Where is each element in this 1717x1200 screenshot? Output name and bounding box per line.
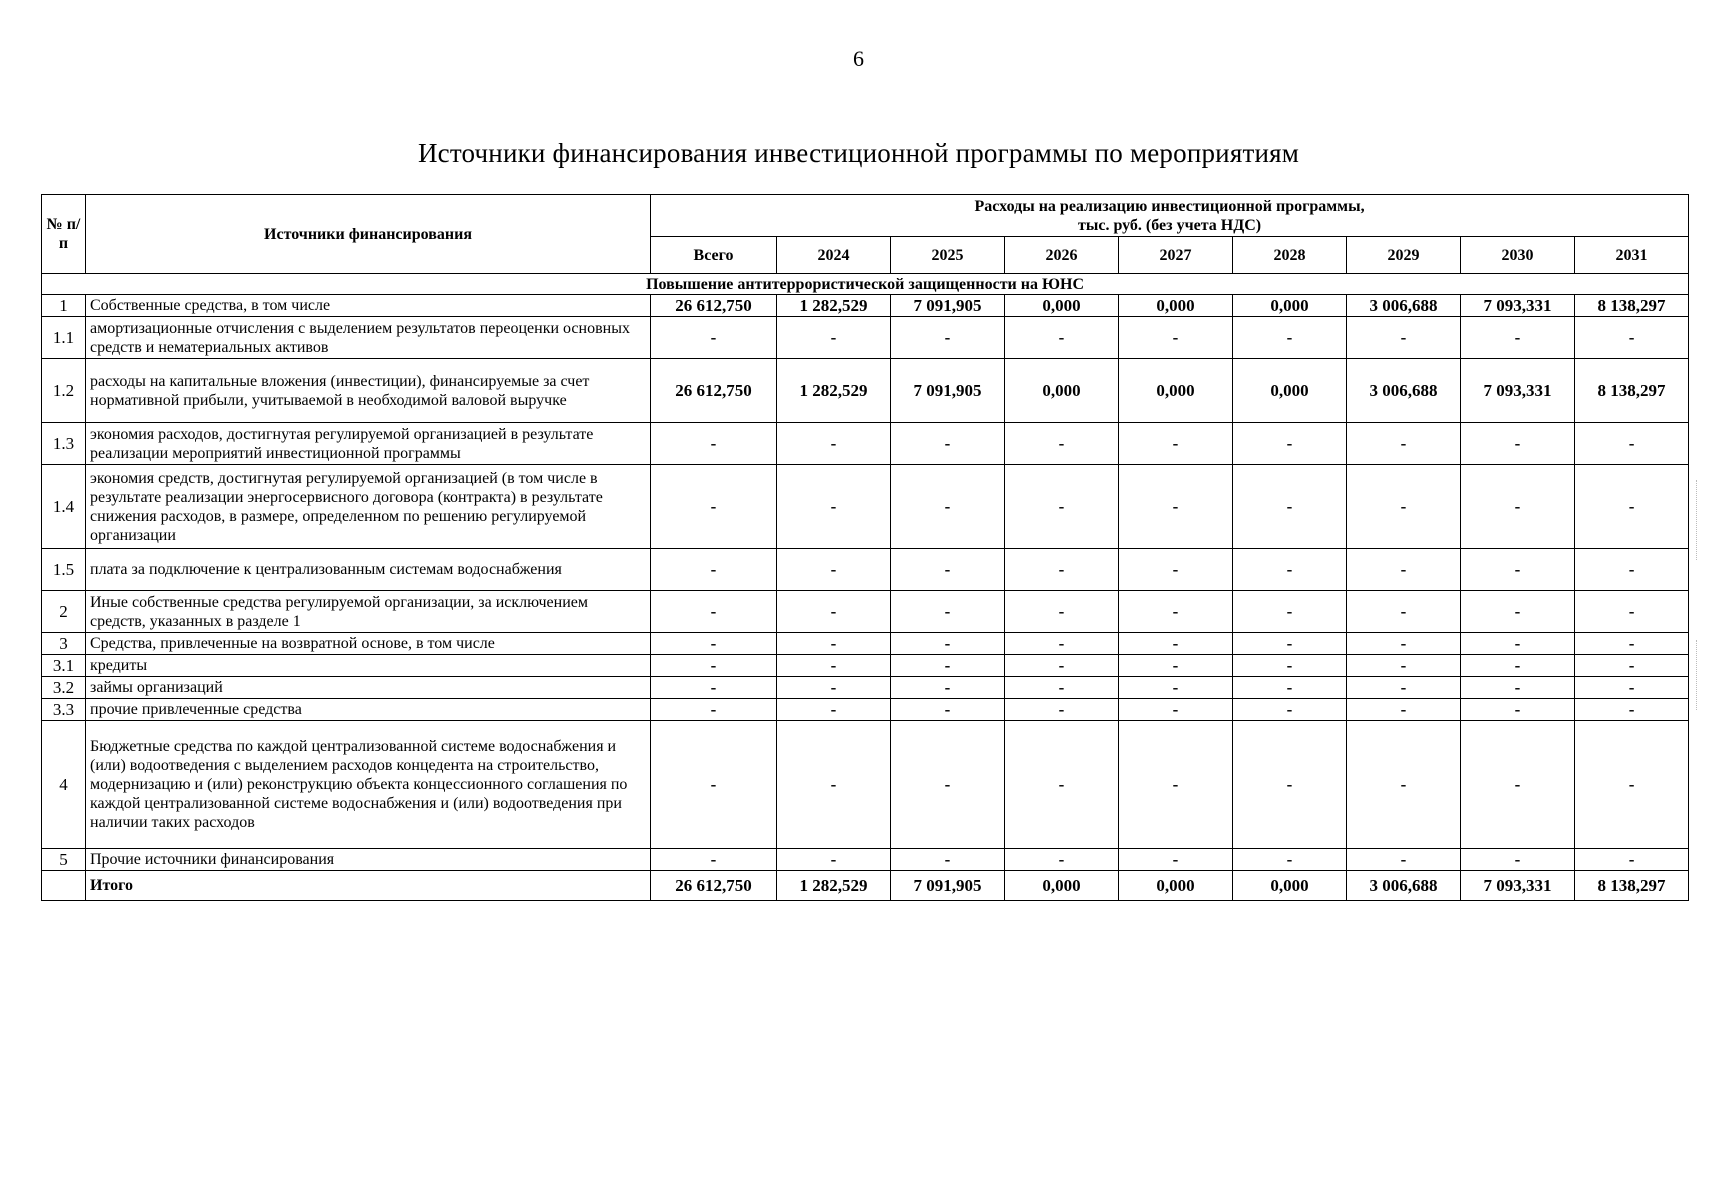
row-value-2031: - [1575, 699, 1689, 721]
row-value-2031: - [1575, 549, 1689, 591]
row-value-2030: - [1461, 677, 1575, 699]
row-value-2031: - [1575, 465, 1689, 549]
table-row [42, 655, 1689, 677]
table-row [42, 849, 1689, 871]
expenses-header-line1: Расходы на реализацию инвестиционной программы, [974, 197, 1365, 215]
row-value-2031: 8 138,297 [1575, 359, 1689, 423]
row-value-2027: - [1119, 699, 1233, 721]
row-value-2029: - [1347, 699, 1461, 721]
row-value-2027: - [1119, 655, 1233, 677]
year-header-2024: 2024 [777, 237, 891, 274]
row-value-Всего: 26 612,750 [651, 295, 777, 317]
row-value-2028: - [1233, 591, 1347, 633]
row-value-2026: 0,000 [1005, 295, 1119, 317]
row-value-2027: - [1119, 423, 1233, 465]
row-value-2027: 0,000 [1119, 871, 1233, 901]
row-value-Всего: - [651, 549, 777, 591]
row-value-Всего: 26 612,750 [651, 359, 777, 423]
row-value-2026: - [1005, 699, 1119, 721]
row-value-2030: - [1461, 549, 1575, 591]
row-value-2027: 0,000 [1119, 359, 1233, 423]
table-row [42, 677, 1689, 699]
year-header-2031: 2031 [1575, 237, 1689, 274]
row-value-Всего: - [651, 633, 777, 655]
row-value-Всего: - [651, 849, 777, 871]
row-value-2027: - [1119, 465, 1233, 549]
row-value-Всего: - [651, 317, 777, 359]
row-value-2025: - [891, 317, 1005, 359]
row-source-name: экономия расходов, достигнутая регулируемой организацией в результате реализации мероприятий инвестиционной программы [86, 423, 651, 465]
row-value-2027: - [1119, 317, 1233, 359]
row-value-2031: 8 138,297 [1575, 871, 1689, 901]
table-row [42, 423, 1689, 465]
row-value-2027: - [1119, 721, 1233, 849]
row-source-name: займы организаций [86, 677, 651, 699]
row-value-2026: - [1005, 423, 1119, 465]
row-value-Всего: - [651, 465, 777, 549]
row-value-2029: 3 006,688 [1347, 359, 1461, 423]
row-value-2024: - [777, 699, 891, 721]
row-value-2028: - [1233, 721, 1347, 849]
row-value-2029: - [1347, 549, 1461, 591]
row-number: 3 [42, 633, 86, 655]
row-number: 3.3 [42, 699, 86, 721]
row-value-2025: - [891, 677, 1005, 699]
row-number: 1.1 [42, 317, 86, 359]
row-value-2027: - [1119, 849, 1233, 871]
row-value-Всего: - [651, 423, 777, 465]
row-value-2030: - [1461, 423, 1575, 465]
row-value-Всего: - [651, 721, 777, 849]
row-number: 1 [42, 295, 86, 317]
row-value-2027: - [1119, 591, 1233, 633]
table-row [42, 295, 1689, 317]
row-value-2029: - [1347, 655, 1461, 677]
row-source-name: Средства, привлеченные на возвратной основе, в том числе [86, 633, 651, 655]
row-value-Всего: - [651, 591, 777, 633]
edge-mark [1696, 640, 1711, 710]
row-value-2027: - [1119, 677, 1233, 699]
year-header-2025: 2025 [891, 237, 1005, 274]
row-value-2031: - [1575, 655, 1689, 677]
row-value-2029: - [1347, 633, 1461, 655]
page-title: Источники финансирования инвестиционной программы по мероприятиям [417, 138, 1299, 168]
row-value-2030: - [1461, 849, 1575, 871]
row-value-2026: - [1005, 317, 1119, 359]
row-value-2028: 0,000 [1233, 359, 1347, 423]
row-value-2026: - [1005, 549, 1119, 591]
row-value-2025: - [891, 549, 1005, 591]
row-value-Всего: - [651, 655, 777, 677]
row-value-2024: - [777, 591, 891, 633]
row-number: 5 [42, 849, 86, 871]
row-value-2030: - [1461, 465, 1575, 549]
row-number: 2 [42, 591, 86, 633]
row-value-2031: - [1575, 591, 1689, 633]
row-value-2031: - [1575, 849, 1689, 871]
row-value-2030: 7 093,331 [1461, 871, 1575, 901]
row-value-2029: 3 006,688 [1347, 871, 1461, 901]
row-value-2027: - [1119, 549, 1233, 591]
row-source-name: экономия средств, достигнутая регулируемой организацией (в том числе в результате реализации энергосервисного договора (контракта) в результате снижения расходов, в размере, определенном по решению регулируемой организации [86, 465, 651, 549]
financing-table [41, 194, 1689, 901]
row-value-2031: - [1575, 633, 1689, 655]
row-value-2030: - [1461, 721, 1575, 849]
year-header-2029: 2029 [1347, 237, 1461, 274]
row-source-name: расходы на капитальные вложения (инвестиции), финансируемые за счет нормативной прибыли, учитываемой в необходимой валовой выручке [86, 359, 651, 423]
row-value-2028: 0,000 [1233, 871, 1347, 901]
row-value-2026: - [1005, 465, 1119, 549]
row-value-Всего: - [651, 699, 777, 721]
row-value-2028: - [1233, 699, 1347, 721]
row-value-Всего: - [651, 677, 777, 699]
row-source-name: амортизационные отчисления с выделением результатов переоценки основных средств и нематериальных активов [86, 317, 651, 359]
row-value-2024: 1 282,529 [777, 359, 891, 423]
row-source-name: Итого [86, 871, 651, 901]
expenses-header [651, 195, 1689, 237]
row-value-2025: - [891, 423, 1005, 465]
row-value-Всего: 26 612,750 [651, 871, 777, 901]
row-value-2024: 1 282,529 [777, 871, 891, 901]
row-value-2028: 0,000 [1233, 295, 1347, 317]
year-header-2028: 2028 [1233, 237, 1347, 274]
table-row [42, 871, 1689, 901]
row-value-2028: - [1233, 633, 1347, 655]
row-value-2026: - [1005, 849, 1119, 871]
row-value-2025: 7 091,905 [891, 871, 1005, 901]
year-header-2026: 2026 [1005, 237, 1119, 274]
row-number: 4 [42, 721, 86, 849]
row-number: 1.4 [42, 465, 86, 549]
row-value-2028: - [1233, 317, 1347, 359]
row-value-2025: 7 091,905 [891, 295, 1005, 317]
row-value-2024: - [777, 465, 891, 549]
row-value-2025: - [891, 721, 1005, 849]
row-value-2024: - [777, 317, 891, 359]
row-value-2029: - [1347, 721, 1461, 849]
row-number: 1.5 [42, 549, 86, 591]
table-row [42, 317, 1689, 359]
row-value-2031: 8 138,297 [1575, 295, 1689, 317]
row-value-2024: - [777, 549, 891, 591]
row-value-2025: - [891, 849, 1005, 871]
row-value-2026: 0,000 [1005, 871, 1119, 901]
row-source-name: Бюджетные средства по каждой централизованной системе водоснабжения и (или) водоотведения с выделением расходов концедента на строительство, модернизацию и (или) реконструкцию объекта концессионного соглашения по каждой централизованной системе водоснабжения и (или) водоотведения при наличии таких расходов [86, 721, 651, 849]
row-value-2030: - [1461, 591, 1575, 633]
row-number: 3.1 [42, 655, 86, 677]
row-value-2029: - [1347, 849, 1461, 871]
row-source-name: Прочие источники финансирования [86, 849, 651, 871]
row-value-2029: - [1347, 465, 1461, 549]
row-value-2028: - [1233, 465, 1347, 549]
row-value-2025: - [891, 699, 1005, 721]
row-source-name: Иные собственные средства регулируемой организации, за исключением средств, указанных в разделе 1 [86, 591, 651, 633]
row-value-2027: - [1119, 633, 1233, 655]
row-value-2031: - [1575, 677, 1689, 699]
row-value-2024: 1 282,529 [777, 295, 891, 317]
year-header-2030: 2030 [1461, 237, 1575, 274]
row-value-2031: - [1575, 423, 1689, 465]
row-number: 1.3 [42, 423, 86, 465]
table-row [42, 591, 1689, 633]
row-value-2030: - [1461, 317, 1575, 359]
row-value-2026: - [1005, 721, 1119, 849]
row-value-2025: - [891, 465, 1005, 549]
row-source-name: Собственные средства, в том числе [86, 295, 651, 317]
edge-mark [1696, 480, 1711, 560]
row-value-2030: - [1461, 655, 1575, 677]
row-value-2026: 0,000 [1005, 359, 1119, 423]
table-row [42, 699, 1689, 721]
table-row [42, 359, 1689, 423]
row-value-2029: - [1347, 317, 1461, 359]
table-row [42, 721, 1689, 849]
row-value-2029: 3 006,688 [1347, 295, 1461, 317]
section-title: Повышение антитеррористической защищенности на ЮНС [42, 274, 1689, 295]
row-value-2028: - [1233, 423, 1347, 465]
row-value-2030: 7 093,331 [1461, 359, 1575, 423]
row-value-2026: - [1005, 655, 1119, 677]
row-value-2029: - [1347, 423, 1461, 465]
row-number: 1.2 [42, 359, 86, 423]
row-value-2031: - [1575, 721, 1689, 849]
row-value-2027: 0,000 [1119, 295, 1233, 317]
table-row [42, 465, 1689, 549]
row-value-2024: - [777, 655, 891, 677]
row-value-2026: - [1005, 633, 1119, 655]
year-header-total: Всего [651, 237, 777, 274]
row-value-2030: 7 093,331 [1461, 295, 1575, 317]
row-source-name: прочие привлеченные средства [86, 699, 651, 721]
row-number [42, 871, 86, 901]
row-value-2025: - [891, 633, 1005, 655]
row-value-2028: - [1233, 677, 1347, 699]
row-value-2028: - [1233, 849, 1347, 871]
row-value-2029: - [1347, 591, 1461, 633]
row-value-2024: - [777, 633, 891, 655]
row-value-2024: - [777, 423, 891, 465]
row-value-2029: - [1347, 677, 1461, 699]
row-value-2030: - [1461, 633, 1575, 655]
row-value-2028: - [1233, 549, 1347, 591]
row-value-2025: - [891, 655, 1005, 677]
row-value-2025: - [891, 591, 1005, 633]
row-value-2028: - [1233, 655, 1347, 677]
row-value-2030: - [1461, 699, 1575, 721]
table-row [42, 549, 1689, 591]
table-row [42, 633, 1689, 655]
col-num-header: № п/п [42, 195, 86, 274]
row-source-name: плата за подключение к централизованным системам водоснабжения [86, 549, 651, 591]
row-value-2031: - [1575, 317, 1689, 359]
page-number: 6 [853, 46, 864, 71]
year-header-2027: 2027 [1119, 237, 1233, 274]
col-source-header: Источники финансирования [86, 195, 651, 274]
row-number: 3.2 [42, 677, 86, 699]
row-value-2026: - [1005, 591, 1119, 633]
row-source-name: кредиты [86, 655, 651, 677]
row-value-2026: - [1005, 677, 1119, 699]
row-value-2024: - [777, 677, 891, 699]
row-value-2025: 7 091,905 [891, 359, 1005, 423]
row-value-2024: - [777, 849, 891, 871]
expenses-header-line2: тыс. руб. (без учета НДС) [1078, 216, 1262, 234]
row-value-2024: - [777, 721, 891, 849]
